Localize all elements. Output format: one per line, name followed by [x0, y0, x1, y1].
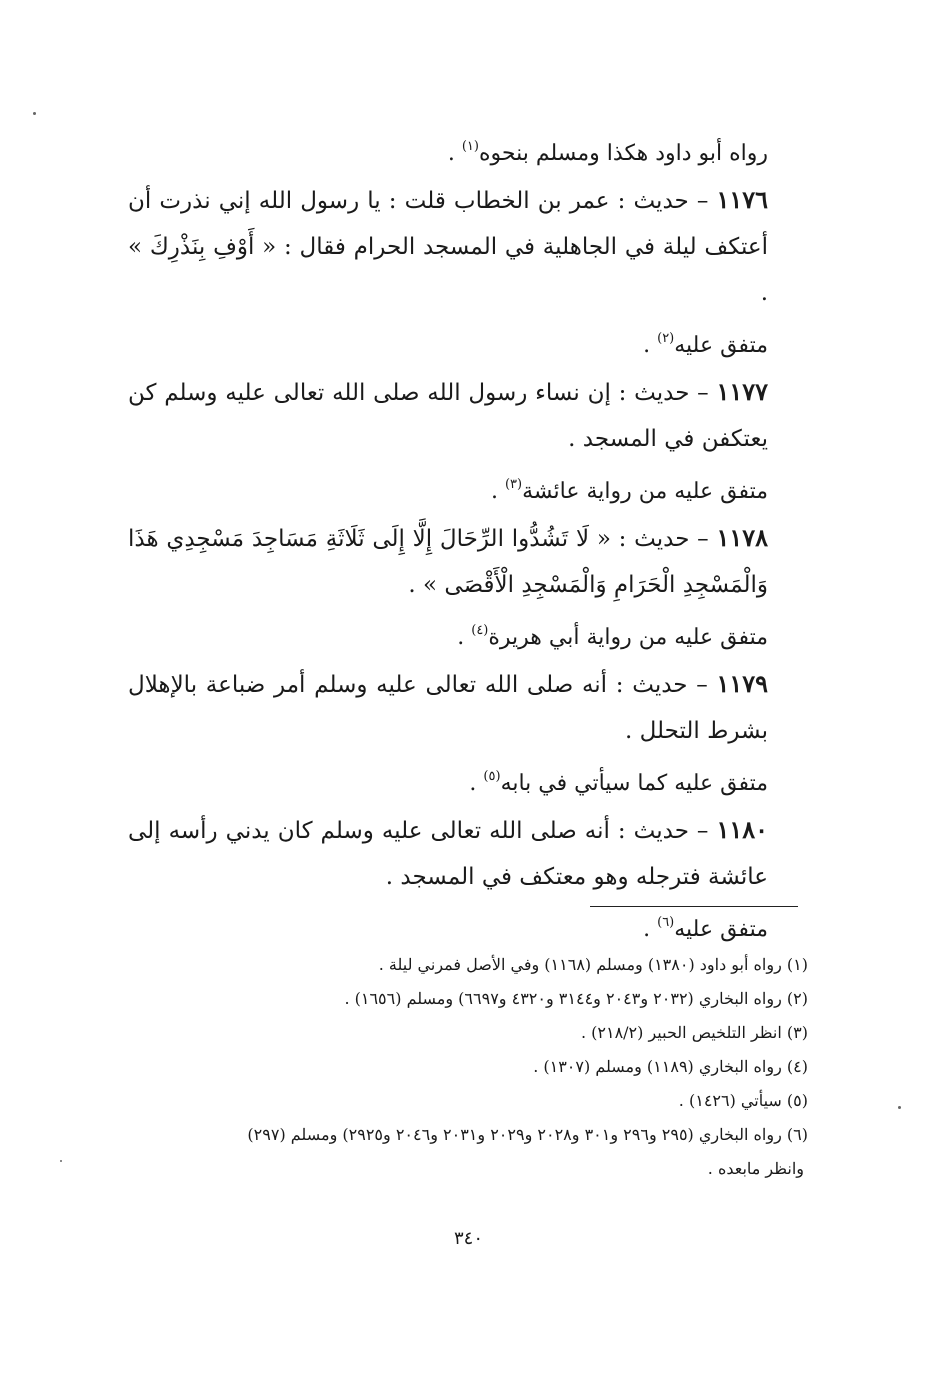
main-text	[128, 124, 808, 953]
footnote-5: (٥) سيأتي (١٤٢٦) .	[678, 1091, 808, 1110]
footnote-1: (١) رواه أبو داود (١٣٨٠) ومسلم (١١٦٨) وفي الأصل فمرني ليلة .	[378, 955, 808, 974]
hadith-text	[128, 807, 808, 900]
citation-text: متفق عليه من رواية عائشة	[522, 479, 768, 504]
hadith-text	[128, 177, 808, 316]
footnote-separator	[590, 906, 798, 907]
footnote-6: (٦) رواه البخاري (٢٩٥ و٢٩٦ و٣٠١ و٢٠٢٨ و٢٠٢٩ و٢٠٣١ و٢٠٤٦ و٢٩٢٥) ومسلم (٢٩٧)	[247, 1125, 808, 1144]
footnote-3: (٣) انظر التلخيص الحبير (٢١٨/٢) .	[580, 1023, 808, 1042]
citation-end: .	[490, 479, 505, 504]
footnote-2: (٢) رواه البخاري (٢٠٣٢ و٢٠٤٣ و٣١٤٤ و٤٣٢٠ و٦٦٩٧) ومسلم (١٦٥٦) .	[344, 989, 808, 1008]
scan-speck	[60, 1160, 62, 1162]
hadith-entry-1179	[128, 661, 808, 807]
citation-end: .	[643, 917, 658, 942]
footnote-ref: (٦)	[657, 915, 675, 930]
citation-end: .	[643, 333, 658, 358]
footnote-ref: (٥)	[483, 769, 501, 784]
citation-end: .	[447, 141, 462, 166]
citation-text: متفق عليه	[674, 917, 768, 942]
footnote-ref: (٤)	[471, 623, 489, 638]
hadith-number: ١١٧٩	[716, 669, 768, 698]
hadith-body: – حديث : عمر بن الخطاب قلت : يا رسول الله إني نذرت أن أعتكف ليلة في الجاهلية في المسجد الحرام فقال : « أَوْفِ بِنَذْرِكَ » .	[128, 188, 768, 306]
hadith-text	[128, 369, 808, 462]
citation-end: .	[457, 625, 472, 650]
hadith-number: ١١٧٨	[716, 523, 768, 552]
page-number: ٣٤٠	[453, 1228, 483, 1249]
hadith-citation	[128, 316, 808, 369]
hadith-citation	[128, 754, 808, 807]
footnote-ref: (٣)	[504, 477, 523, 492]
intro-citation	[128, 124, 808, 177]
hadith-citation	[128, 462, 808, 515]
hadith-body: – حديث : « لَا تَشُدُّوا الرِّحَالَ إِلَّا إِلَى ثَلَاثَةِ مَسَاجِدَ مَسْجِدِي هَذَا وَالْمَسْجِدِ الْحَرَامِ وَالْمَسْجِدِ الْأَقْصَى » .	[128, 526, 768, 598]
footnote-ref: (١)	[461, 139, 479, 154]
footnote-ref: (٢)	[657, 331, 675, 346]
hadith-entry-1176	[128, 177, 808, 369]
hadith-body: – حديث : إن نساء رسول الله صلى الله تعالى عليه وسلم كن يعتكفن في المسجد .	[128, 380, 768, 452]
hadith-body: – حديث : أنه صلى الله تعالى عليه وسلم أمر ضباعة بالإهلال بشرط التحلل .	[128, 672, 768, 744]
hadith-text	[128, 515, 808, 608]
hadith-number: ١١٧٧	[716, 377, 768, 406]
citation-text: متفق عليه كما سيأتي في بابه	[500, 771, 768, 796]
footnote-6-continuation: وانظر مابعده .	[707, 1159, 804, 1178]
scan-speck	[898, 1106, 901, 1109]
footnote-4: (٤) رواه البخاري (١١٨٩) ومسلم (١٣٠٧) .	[533, 1057, 808, 1076]
hadith-number: ١١٧٦	[716, 185, 768, 214]
citation-end: .	[469, 771, 484, 796]
hadith-text	[128, 661, 808, 754]
intro-citation-text: رواه أبو داود هكذا ومسلم بنحوه	[478, 141, 768, 166]
hadith-entry-1177	[128, 369, 808, 515]
hadith-citation	[128, 900, 808, 953]
scan-speck	[33, 112, 36, 115]
citation-text: متفق عليه من رواية أبي هريرة	[488, 625, 768, 650]
footnotes	[128, 948, 808, 1186]
hadith-citation	[128, 608, 808, 661]
hadith-body: – حديث : أنه صلى الله تعالى عليه وسلم كان يدني رأسه إلى عائشة فترجله وهو معتكف في المسجد .	[128, 818, 768, 890]
hadith-entry-1180	[128, 807, 808, 953]
hadith-number: ١١٨٠	[716, 815, 768, 844]
citation-text: متفق عليه	[674, 333, 768, 358]
hadith-entry-1178	[128, 515, 808, 661]
